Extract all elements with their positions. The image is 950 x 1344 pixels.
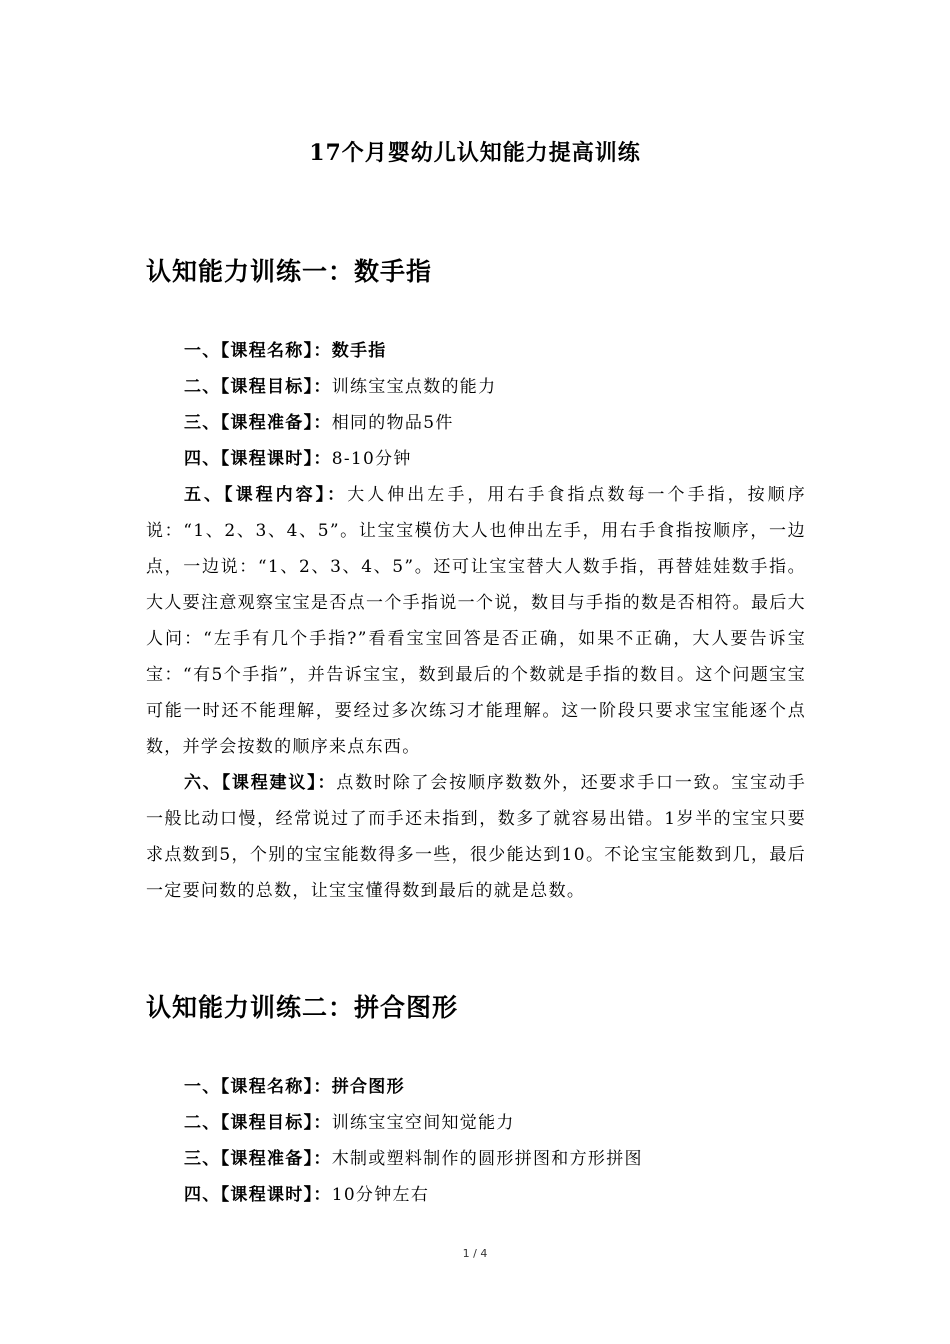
item-label: 一、【课程名称】： bbox=[184, 341, 332, 361]
course-preparation-item bbox=[146, 1141, 806, 1177]
item-label: 四、【课程课时】： bbox=[184, 449, 332, 469]
item-value: 数手指 bbox=[331, 341, 387, 361]
item-value: 拼合图形 bbox=[331, 1077, 405, 1097]
item-label: 六、【课程建议】： bbox=[184, 773, 337, 793]
section-2-items bbox=[146, 1069, 806, 1213]
item-label: 二、【课程目标】： bbox=[184, 1113, 332, 1133]
course-preparation-item bbox=[146, 405, 806, 441]
item-value: 8-10分钟 bbox=[331, 449, 412, 469]
item-label: 四、【课程课时】： bbox=[184, 1185, 332, 1205]
item-value: 大人伸出左手，用右手食指点数每一个手指，按顺序说：“1、2、3、4、5”。让宝宝模仿大人也伸出左手，用右手食指按顺序，一边点，一边说：“1、2、3、4、5”。还可让宝宝替大人数手指，再替娃娃数手指。大人要注意观察宝宝是否点一个手指说一个说，数目与手指的数是否相符。最后大人问：“左手有几个手指?”看看宝宝回答是否正确，如果不正确，大人要告诉宝宝：“有5个手指”，并告诉宝宝，数到最后的个数就是手指的数目。这个问题宝宝可能一时还不能理解，要经过多次练习才能理解。这一阶段只要求宝宝能逐个点数，并学会按数的顺序来点东西。 bbox=[146, 485, 806, 757]
item-label: 三、【课程准备】： bbox=[184, 1149, 332, 1169]
course-goal-item bbox=[146, 369, 806, 405]
document-title: 17个月婴幼儿认知能力提高训练 bbox=[309, 140, 641, 166]
course-content-item bbox=[146, 477, 806, 765]
item-value: 训练宝宝点数的能力 bbox=[331, 377, 497, 397]
item-value: 点数时除了会按顺序数数外，还要求手口一致。宝宝动手一般比动口慢，经常说过了而手还未指到，数多了就容易出错。1岁半的宝宝只要求点数到5，个别的宝宝能数得多一些，很少能达到10。不论宝宝能数到几，最后一定要问数的总数，让宝宝懂得数到最后的就是总数。 bbox=[146, 773, 806, 901]
course-suggestion-item bbox=[146, 765, 806, 909]
item-label: 二、【课程目标】： bbox=[184, 377, 332, 397]
section-heading-1: 认知能力训练一：数手指 bbox=[146, 257, 433, 286]
item-value: 木制或塑料制作的圆形拼图和方形拼图 bbox=[331, 1149, 643, 1169]
item-value: 相同的物品5件 bbox=[331, 413, 454, 433]
item-label: 一、【课程名称】： bbox=[184, 1077, 332, 1097]
course-duration-item bbox=[146, 441, 806, 477]
course-goal-item bbox=[146, 1105, 806, 1141]
section-1-items bbox=[146, 333, 806, 909]
item-label: 三、【课程准备】： bbox=[184, 413, 332, 433]
item-value: 训练宝宝空间知觉能力 bbox=[331, 1113, 515, 1133]
course-duration-item bbox=[146, 1177, 806, 1213]
item-label: 五、【课程内容】： bbox=[184, 485, 348, 505]
item-value: 10分钟左右 bbox=[331, 1185, 430, 1205]
page-number: 1 / 4 bbox=[462, 1247, 488, 1260]
course-name-item bbox=[146, 1069, 806, 1105]
course-name-item bbox=[146, 333, 806, 369]
section-heading-2: 认知能力训练二：拼合图形 bbox=[146, 993, 459, 1022]
